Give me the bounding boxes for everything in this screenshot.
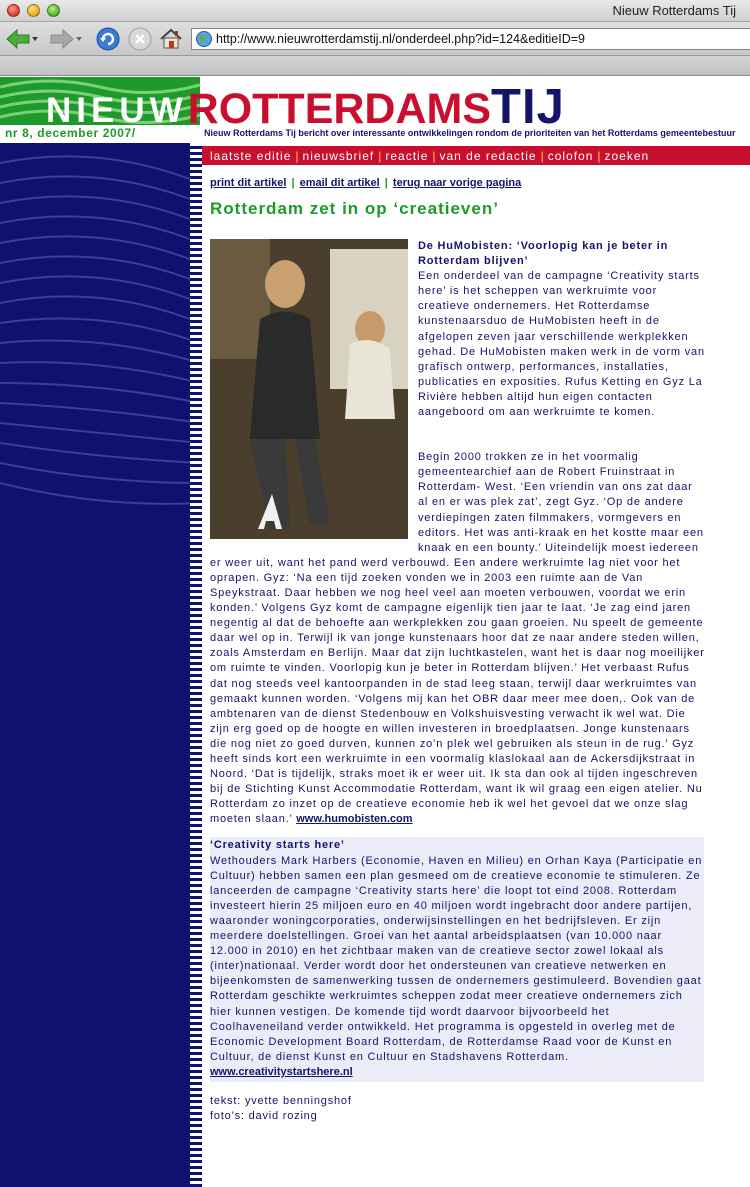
article-title: Rotterdam zet in op ‘creatieven’	[210, 199, 499, 218]
nav-separator: |	[540, 148, 544, 163]
action-separator: |	[291, 177, 295, 189]
info-box	[210, 837, 704, 1082]
action-separator: |	[384, 177, 388, 189]
logo-rotterdams: ROTTERDAMS	[187, 85, 492, 133]
credit-photo: foto’s: david rozing	[210, 1109, 318, 1122]
logo-nieuw: NIEUW	[46, 91, 188, 130]
forward-button[interactable]	[48, 27, 84, 51]
url-text: http://www.nieuwrotterdamstij.nl/onderdeel.php?id=124&editieID=9	[216, 32, 585, 46]
article-photo	[210, 239, 408, 539]
home-icon	[159, 27, 183, 51]
article-actions	[210, 177, 705, 189]
email-article-link[interactable]: email dit artikel	[299, 177, 380, 189]
stop-icon	[128, 27, 152, 51]
issue-label: nr 8, december 2007/	[5, 126, 136, 140]
nav-separator: |	[295, 148, 299, 163]
zoom-window-button[interactable]	[47, 4, 60, 17]
article-paragraph-1: Een onderdeel van de campagne ‘Creativity starts here’ is het scheppen van werkruimte voor creatieve ondernemers. Het Rotterdamse kunstenaarsduo de HuMobisten heeft in de afgelopen zeven jaar verschillende werkplekken gehad. De HuMobisten maken werk in de vorm van grafisch ontwerp, performances, installaties, publicaties en exposities. Rufus Ketting en Gyz La Rivière hebben altijd hun eigen contacten aangeboord om aan werkruimte te komen.	[418, 270, 705, 419]
reload-icon	[96, 27, 120, 51]
minimize-window-button[interactable]	[27, 4, 40, 17]
nav-zoeken[interactable]: zoeken	[604, 148, 650, 163]
humobisten-link[interactable]: www.humobisten.com	[296, 813, 413, 826]
striped-divider	[190, 143, 202, 1187]
nav-separator: |	[432, 148, 436, 163]
bookmarks-bar	[0, 56, 750, 76]
browser-toolbar	[0, 22, 750, 56]
back-to-previous-link[interactable]: terug naar vorige pagina	[392, 177, 522, 189]
back-arrow-icon	[5, 28, 39, 50]
article-subhead: De HuMobisten: ‘Voorlopig kan je beter in Rotterdam blijven’	[418, 240, 669, 268]
forward-arrow-icon	[49, 28, 83, 50]
main-navigation	[202, 146, 750, 165]
photo-illustration	[210, 239, 408, 539]
info-box-text: Wethouders Mark Harbers (Economie, Haven en Milieu) en Orhan Kaya (Participatie en Cultuur) hebben samen een plan gesmeed om de creatieve economie te stimuleren. Ze lanceerden de campagne ‘Creativity starts here’ die loopt tot eind 2008. Rotterdam investeert hierin 25 miljoen euro en 40 miljoen wordt ingebracht door andere partijen, waaronder woningcorporaties, onderwijsinstellingen en het bedrijfsleven. Er zijn meerdere doelstellingen. Groei van het aantal arbeidsplaatsen (van 10.000 naar 12.000 in 2010) en het zichtbaar maken van de creatieve sector zowel lokaal als (inter)nationaal. Verder wordt door het ondersteunen van creatieve netwerken en bijeenkomsten de samenwerking tussen de ondernemers gestimuleerd. Bovendien gaat Rotterdam geschikte werkruimtes scheppen zodat meer creatieve ondernemers zich hier kunnen vestigen. De komende tijd wordt daarvoor bijvoorbeeld het Coolhaveneiland verder ontwikkeld. Het programma is opgesteld in overleg met de Economic Development Board Rotterdam, de Rotterdamse Raad voor de Kunst en Cultuur, de dienst Kunst en Cultuur en Stadshavens Rotterdam.	[210, 854, 703, 1063]
stop-button[interactable]	[127, 27, 153, 51]
site-logo[interactable]	[46, 80, 565, 134]
site-tagline: Nieuw Rotterdams Tij bericht over interessante ontwikkelingen rondom de prioriteiten van het Rotterdams gemeentebestuur	[204, 128, 736, 138]
print-article-link[interactable]: print dit artikel	[210, 177, 287, 189]
globe-icon	[195, 30, 213, 48]
nav-laatste-editie[interactable]: laatste editie	[210, 148, 292, 163]
article-credits	[210, 1094, 705, 1124]
wave-lines-icon	[0, 143, 200, 1187]
nav-nieuwsbrief[interactable]: nieuwsbrief	[302, 148, 375, 163]
nav-colofon[interactable]: colofon	[547, 148, 594, 163]
logo-tij: TIJ	[491, 80, 565, 134]
info-box-subhead: ‘Creativity starts here’	[210, 839, 345, 852]
window-title: Nieuw Rotterdams Tij	[612, 3, 736, 18]
credit-text: tekst: yvette benningshof	[210, 1094, 352, 1107]
creativity-link[interactable]: www.creativitystartshere.nl	[210, 1065, 353, 1078]
address-bar[interactable]	[191, 28, 750, 50]
nav-van-de-redactie[interactable]: van de redactie	[439, 148, 537, 163]
nav-separator: |	[597, 148, 601, 163]
article-paragraph-2: Begin 2000 trokken ze in het voormalig gemeentearchief aan de Robert Fruinstraat in Rotterdam- West. ‘Een vriendin van ons zat daar al en er was plek zat’, zegt Gyz. ‘Op de andere verdiepingen zaten filmmakers, vormgevers en editors. Het was anti-kraak en het kostte maar een knaak en een bounty.’ Uiteindelijk moest iedereen er weer uit, want het pand werd verbouwd. Een andere werkruimte lag niet voor het oprapen. Gyz: ‘Na een tijd zoeken vonden we in 2003 een ruimte aan de Van Speykstraat. Daar hebben we nog heel veel aan moeten verbouwen, voordat we erin konden.’ Volgens Gyz komt de campagne eigenlijk tien jaar te laat. ‘Je zag eind jaren negentig al dat de behoefte aan werkplekken zou gaan groeien. Nu speelt de gemeente daar wel op in. Terwijl ik van jonge kunstenaars hoor dat ze naar andere steden willen, zoals Amsterdam en Berlijn. Maar dat zijn luchtkastelen, want het is daar nog moeilijker om ruimte te vinden. Voorlopig kun je beter in Rotterdam blijven.’ Het verbaast Rufus dat nog steeds veel kantoorpanden in de stad leeg staan, terwijl daar werkruimtes van gemaakt kunnen worden. ‘Volgens mij kan het OBR daar meer mee doen,. Ook van de ambtenaren van de dienst Stedenbouw en Volkshuisvesting verwacht ik wel wat. Die zijn erg goed op de hoogte en willen investeren in broedplaatsen. Jonge kunstenaars die nog niet zo goed durven, kunnen zo’n plek wel gebruiken als steun in de rug.’ Gyz heeft sinds kort een werkruimte in een voormalig klaslokaal aan de Ackersdijkstraat in Noord. ‘Dat is tijdelijk, straks moet ik er weer uit. Ik sta dan ook al tijden ingeschreven bij de Stichting Kunst Accommodatie Rotterdam, want ik wil graag een eigen atelier. Nu Rotterdam zo inzet op de creatieve economie heb ik wel het gevoel dat we onze slag moeten slaan.’ www.humobisten.com	[210, 451, 705, 826]
web-page	[0, 77, 750, 1187]
nav-reactie[interactable]: reactie	[385, 148, 429, 163]
left-decorative-panel	[0, 143, 200, 1187]
back-button[interactable]	[4, 27, 40, 51]
reload-button[interactable]	[95, 27, 121, 51]
article-content	[210, 177, 705, 1124]
article-body	[210, 239, 705, 827]
close-window-button[interactable]	[7, 4, 20, 17]
window-titlebar	[0, 0, 750, 22]
home-button[interactable]	[158, 27, 184, 51]
nav-separator: |	[378, 148, 382, 163]
